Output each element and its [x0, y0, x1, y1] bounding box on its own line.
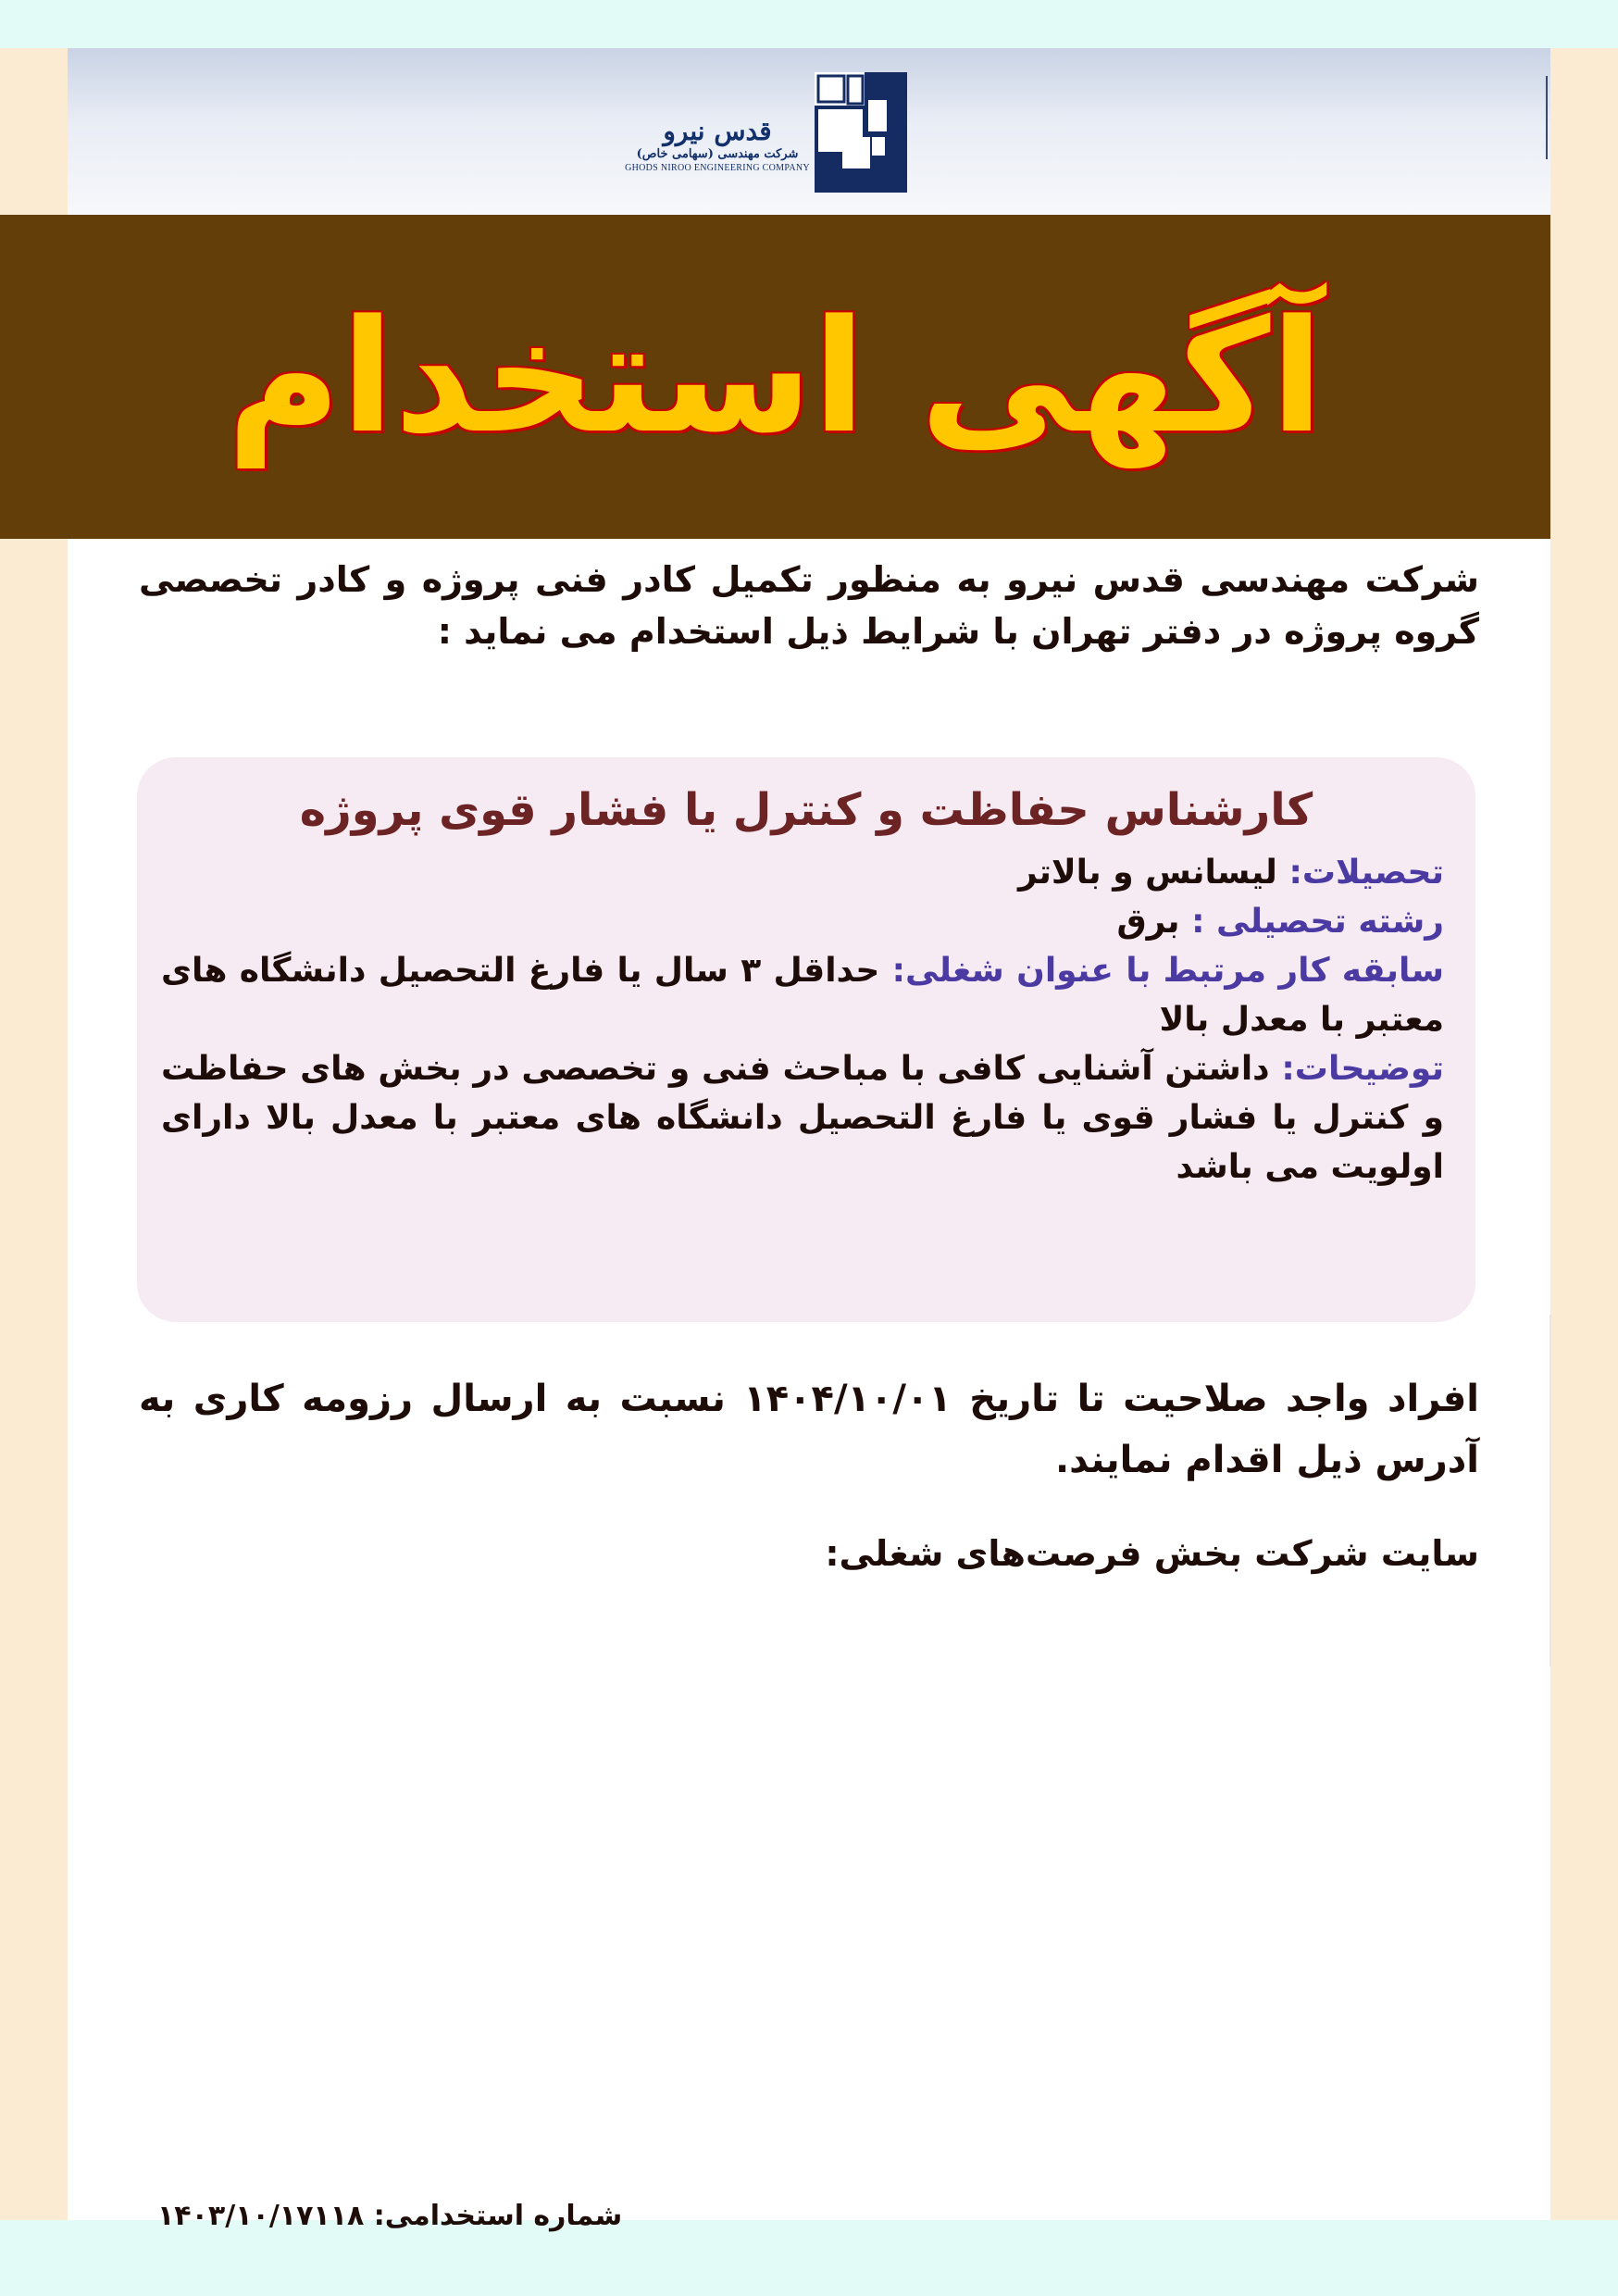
experience-value: حداقل ۳ سال یا فارغ التحصیل دانشگاه های معتبر با معدل بالا: [161, 952, 1444, 1039]
logo-company-subtitle: شرکت مهندسی (سهامی خاص): [636, 147, 799, 161]
announcement-banner: [0, 215, 1550, 539]
education-row: [161, 848, 1444, 897]
major-row: [161, 897, 1444, 946]
banner-title: آگهی استخدام: [227, 286, 1324, 468]
application-deadline-paragraph: افراد واجد صلاحیت تا تاریخ ۱۴۰۴/۱۰/۰۱ نسبت به ارسال رزومه کاری به آدرس ذیل اقدام نمایند.: [139, 1378, 1479, 1481]
experience-row: [161, 946, 1444, 1044]
position-details: [161, 848, 1444, 1192]
logo-emblem-icon: [815, 72, 907, 193]
intro-paragraph: شرکت مهندسی قدس نیرو به منظور تکمیل کادر فنی پروژه و کادر تخصصی گروه پروژه در دفتر تهران با شرایط ذیل استخدام می نماید :: [139, 559, 1479, 652]
top-edge-band: [0, 0, 1618, 48]
notes-row: [161, 1044, 1444, 1192]
recruitment-number: [157, 2196, 713, 2237]
recruitment-number-label: شماره استخدامی:: [373, 2200, 623, 2232]
letterhead-divider: [1546, 76, 1548, 159]
logo-company-name: قدس نیرو: [663, 116, 772, 146]
margin-rule: [1550, 1315, 1551, 1666]
careers-website-label: سایت شرکت بخش فرصت‌های شغلی:: [825, 1533, 1479, 1574]
logo-text-block: [620, 117, 815, 173]
education-value: لیسانس و بالاتر: [1017, 854, 1277, 892]
recruitment-number-value: ۱۴۰۳/۱۰/۱۷۱۱۸: [157, 2200, 365, 2232]
job-position-card: [137, 757, 1475, 1322]
experience-label: سابقه کار مرتبط با عنوان شغلی:: [891, 952, 1444, 990]
logo-company-name-en: GHODS NIROO ENGINEERING COMPANY: [625, 163, 810, 173]
education-label: تحصیلات:: [1288, 854, 1444, 892]
major-value: برق: [1116, 903, 1180, 941]
position-title: کارشناس حفاظت و کنترل یا فشار قوی پروژه: [299, 784, 1313, 836]
notes-label: توضیحات:: [1281, 1050, 1444, 1088]
company-logo: [620, 72, 907, 193]
notes-value: داشتن آشنایی کافی با مباحث فنی و تخصصی در بخش های حفاظت و کنترل یا فشار قوی یا فارغ التحصیل دانشگاه های معتبر با معدل بالا دارای اولویت می باشد: [161, 1050, 1444, 1186]
major-label: رشته تحصیلی :: [1191, 903, 1444, 941]
